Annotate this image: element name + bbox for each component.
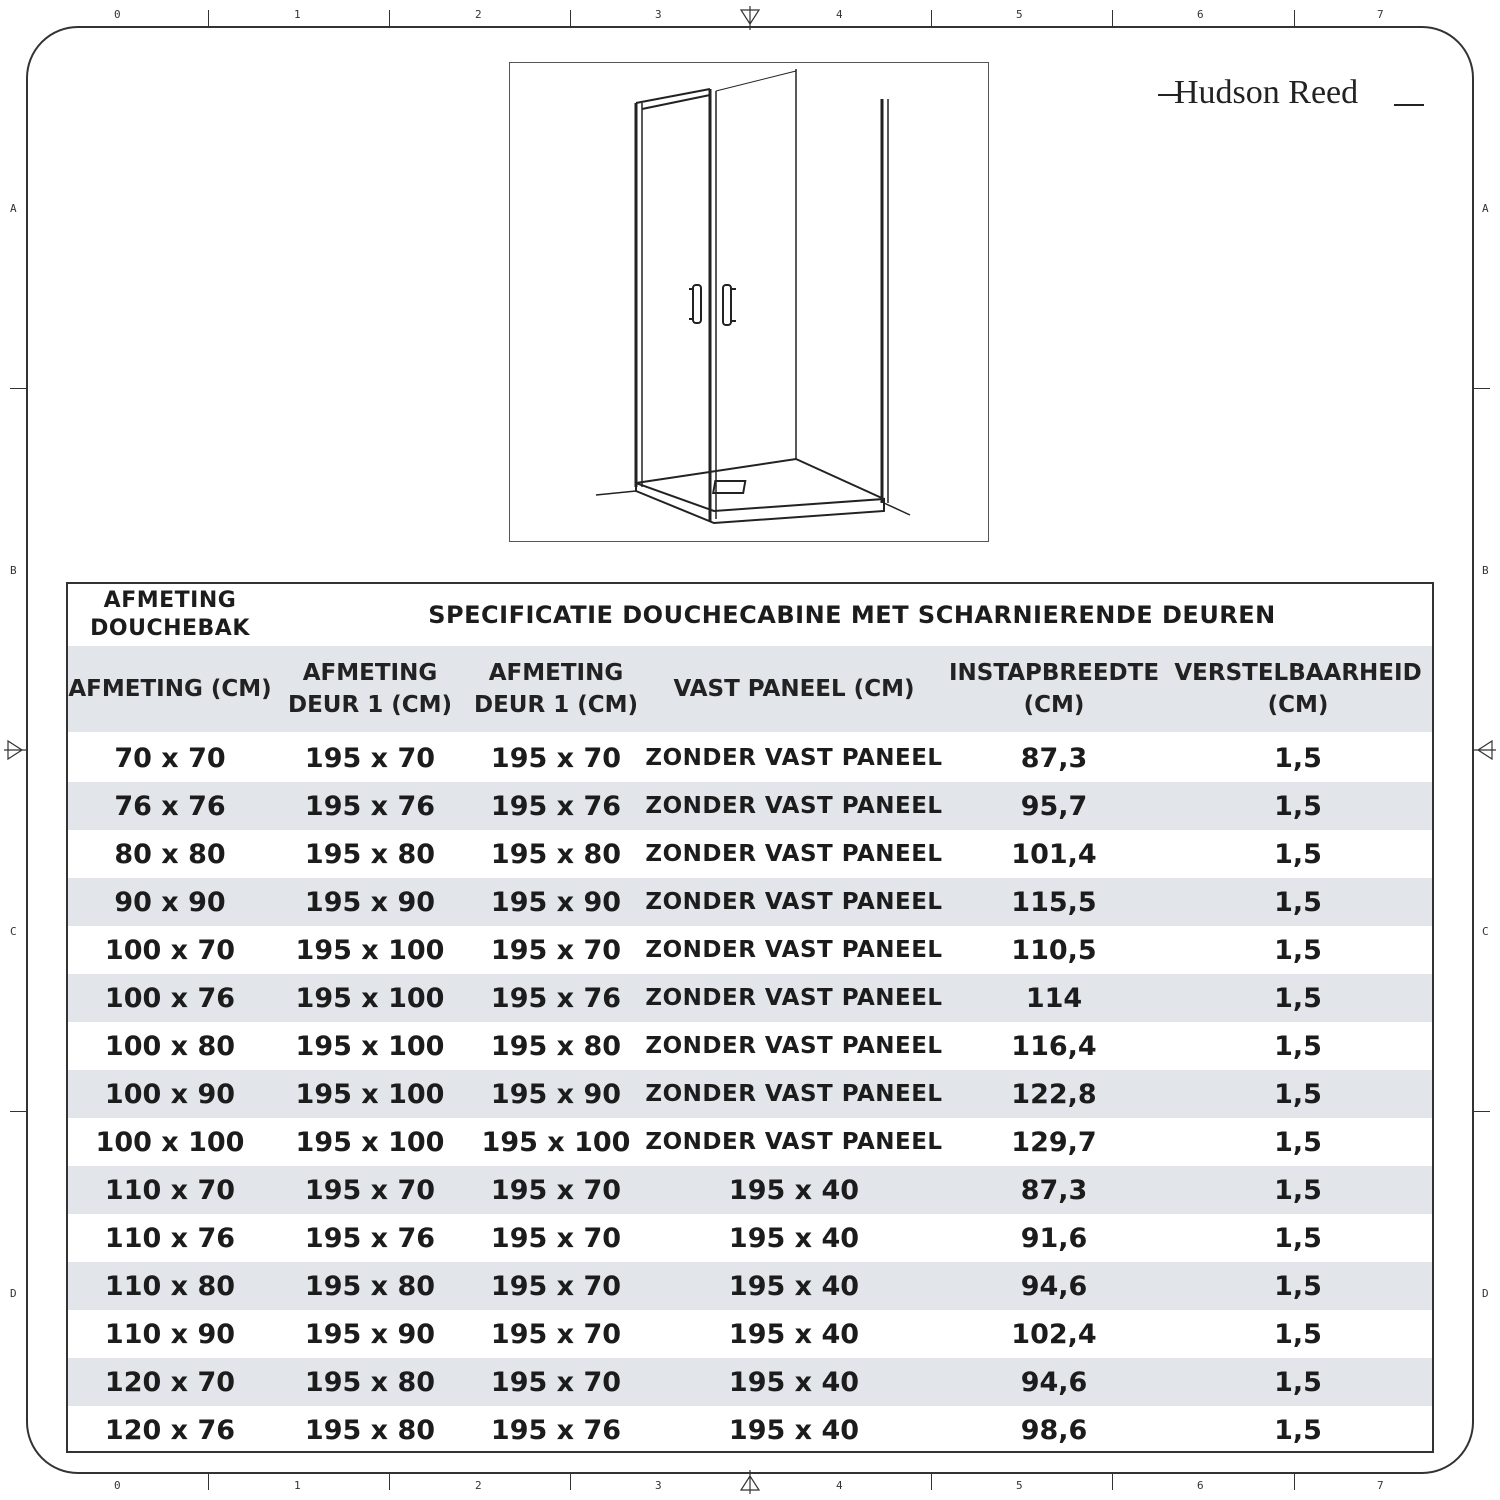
table-cell: 100 x 80 (104, 1030, 236, 1062)
table-row (68, 1214, 1432, 1262)
table-cell: 195 x 70 (304, 742, 436, 774)
table-cell: 94,6 (944, 1262, 1164, 1310)
grid-column-label: 2 (475, 8, 482, 21)
table-cell: 195 x 70 (468, 1358, 644, 1406)
table-cell: 90 x 90 (68, 878, 272, 926)
grid-column-label: 2 (475, 1479, 482, 1492)
grid-column-label: 5 (1016, 8, 1023, 21)
table-cell: 1,5 (1164, 878, 1432, 926)
table-cell: 195 x 40 (728, 1318, 860, 1350)
table-cell: 1,5 (1274, 934, 1322, 966)
table-cell: 195 x 80 (272, 1358, 468, 1406)
grid-tick (389, 10, 390, 26)
table-cell: 195 x 100 (272, 1070, 468, 1118)
table-cell: 195 x 90 (468, 1070, 644, 1118)
table-cell: 195 x 90 (304, 1318, 436, 1350)
table-row (68, 974, 1432, 1022)
table-cell: 1,5 (1274, 1030, 1322, 1062)
grid-column-label: 5 (1016, 1479, 1023, 1492)
table-cell: 100 x 70 (104, 934, 236, 966)
grid-column-label: 7 (1377, 8, 1384, 21)
column-header: INSTAPBREEDTE (CM) (944, 646, 1164, 733)
logo-line-right (1394, 104, 1424, 106)
table-row (68, 1406, 1432, 1454)
grid-tick (931, 10, 932, 26)
table-cell: 195 x 80 (304, 1414, 436, 1446)
table-cell: 195 x 40 (728, 1222, 860, 1254)
grid-tick (931, 1474, 932, 1490)
grid-column-label: 4 (836, 1479, 843, 1492)
table-cell: 195 x 80 (272, 1262, 468, 1310)
column-header: VAST PANEEL (CM) (644, 646, 944, 733)
table-cell: 195 x 100 (272, 974, 468, 1022)
table-cell: 195 x 70 (490, 742, 622, 774)
table-cell: 195 x 80 (490, 838, 622, 870)
table-cell: 195 x 76 (304, 1222, 436, 1254)
table-cell: 195 x 70 (468, 1262, 644, 1310)
table-cell: 70 x 70 (114, 742, 226, 774)
table-cell: 100 x 90 (68, 1070, 272, 1118)
grid-tick (570, 1474, 571, 1490)
table-row (68, 878, 1432, 926)
table-cell: 91,6 (1020, 1222, 1088, 1254)
table-cell: 1,5 (1274, 1222, 1322, 1254)
table-cell: 195 x 40 (644, 1262, 944, 1310)
center-marker-icon (1472, 738, 1496, 762)
grid-column-label: 1 (294, 8, 301, 21)
table-cell: 195 x 100 (481, 1126, 631, 1158)
table-cell: 1,5 (1164, 1166, 1432, 1214)
brand-logo (1158, 70, 1428, 120)
table-cell: 195 x 76 (490, 1414, 622, 1446)
table-row (68, 733, 1432, 782)
table-cell: 195 x 90 (468, 878, 644, 926)
table-cell: 195 x 80 (304, 838, 436, 870)
table-cell: 195 x 70 (490, 934, 622, 966)
table-row (68, 1118, 1432, 1166)
table-cell: 195 x 70 (272, 1166, 468, 1214)
table-cell: ZONDER VAST PANEEL (645, 841, 943, 867)
table-cell: 1,5 (1274, 1414, 1322, 1446)
table-cell: 195 x 80 (490, 1030, 622, 1062)
table-cell: 114 (944, 974, 1164, 1022)
grid-tick (389, 1474, 390, 1490)
table-cell: 195 x 70 (490, 1222, 622, 1254)
table-cell: 1,5 (1164, 974, 1432, 1022)
table-cell: 1,5 (1274, 1318, 1322, 1350)
table-row (68, 1022, 1432, 1070)
grid-tick (10, 1111, 26, 1112)
grid-row-label: A (1482, 202, 1489, 215)
table-cell: 195 x 40 (644, 1358, 944, 1406)
table-cell: 120 x 76 (104, 1414, 236, 1446)
table-cell: 195 x 100 (295, 934, 445, 966)
table-cell: 110 x 80 (68, 1262, 272, 1310)
shower-enclosure-icon (510, 63, 988, 541)
table-cell: 110 x 90 (104, 1318, 236, 1350)
grid-row-label: A (10, 202, 17, 215)
table-cell: 1,5 (1164, 1070, 1432, 1118)
table-cell: 80 x 80 (114, 838, 226, 870)
table-cell: 195 x 70 (490, 1318, 622, 1350)
column-header: AFMETING DEUR 1 (CM) (468, 646, 644, 733)
tray-heading: AFMETING DOUCHEBAK (90, 588, 250, 641)
table-cell: 195 x 100 (295, 1126, 445, 1158)
table-cell: ZONDER VAST PANEEL (644, 1070, 944, 1118)
grid-tick (208, 1474, 209, 1490)
grid-column-label: 0 (114, 8, 121, 21)
table-cell: 195 x 90 (272, 878, 468, 926)
table-cell: 100 x 76 (68, 974, 272, 1022)
table-cell: 100 x 100 (95, 1126, 245, 1158)
table-cell: 1,5 (1274, 1126, 1322, 1158)
grid-tick (1294, 1474, 1295, 1490)
table-cell: 195 x 70 (468, 1166, 644, 1214)
table-cell: 110 x 76 (104, 1222, 236, 1254)
table-cell: 1,5 (1274, 742, 1322, 774)
table-cell: ZONDER VAST PANEEL (645, 1033, 943, 1059)
table-cell: 195 x 100 (295, 1030, 445, 1062)
table-cell: 120 x 70 (68, 1358, 272, 1406)
grid-column-label: 6 (1197, 1479, 1204, 1492)
grid-row-label: B (1482, 564, 1489, 577)
table-cell: 1,5 (1164, 1262, 1432, 1310)
table-title-row (68, 584, 1432, 646)
table-cell: 1,5 (1164, 1358, 1432, 1406)
column-header: AFMETING (CM) (68, 646, 272, 733)
table-cell: 195 x 76 (468, 782, 644, 830)
table-cell: 102,4 (1011, 1318, 1097, 1350)
grid-row-label: C (10, 925, 17, 938)
table-row (68, 1358, 1432, 1406)
table-cell: 110 x 70 (68, 1166, 272, 1214)
center-marker-icon (738, 1470, 762, 1494)
table-cell: 129,7 (1011, 1126, 1097, 1158)
table-cell: 1,5 (1274, 838, 1322, 870)
grid-tick (10, 388, 26, 389)
table-row (68, 782, 1432, 830)
table-cell: 110,5 (1011, 934, 1097, 966)
specification-table (66, 582, 1434, 1453)
table-cell: 94,6 (944, 1358, 1164, 1406)
table-cell: ZONDER VAST PANEEL (645, 1129, 943, 1155)
grid-column-label: 4 (836, 8, 843, 21)
grid-column-label: 7 (1377, 1479, 1384, 1492)
grid-row-label: B (10, 564, 17, 577)
table-cell: 116,4 (1011, 1030, 1097, 1062)
grid-tick (1294, 10, 1295, 26)
table-row (68, 1262, 1432, 1310)
shower-enclosure-illustration (509, 62, 989, 542)
grid-tick (1112, 1474, 1113, 1490)
table-cell: 195 x 40 (728, 1414, 860, 1446)
spec-table-grid (68, 584, 1432, 1454)
table-cell: 115,5 (944, 878, 1164, 926)
table-cell: 87,3 (944, 1166, 1164, 1214)
table-cell: 195 x 76 (468, 974, 644, 1022)
table-cell: ZONDER VAST PANEEL (644, 782, 944, 830)
table-cell: 1,5 (1164, 782, 1432, 830)
brand-name: Hudson Reed (1174, 74, 1359, 111)
table-cell: ZONDER VAST PANEEL (644, 974, 944, 1022)
grid-tick (1474, 388, 1490, 389)
grid-column-label: 1 (294, 1479, 301, 1492)
table-cell: 87,3 (1020, 742, 1088, 774)
table-cell: 76 x 76 (68, 782, 272, 830)
grid-tick (1474, 1111, 1490, 1112)
center-marker-icon (4, 738, 28, 762)
grid-column-label: 6 (1197, 8, 1204, 21)
column-header: VERSTELBAARHEID (CM) (1164, 646, 1432, 733)
table-cell: 95,7 (944, 782, 1164, 830)
grid-tick (570, 10, 571, 26)
grid-column-label: 0 (114, 1479, 121, 1492)
table-row (68, 1166, 1432, 1214)
table-row (68, 926, 1432, 974)
table-cell: 98,6 (1020, 1414, 1088, 1446)
grid-row-label: D (10, 1287, 17, 1300)
column-header: AFMETING DEUR 1 (CM) (272, 646, 468, 733)
table-title: SPECIFICATIE DOUCHECABINE MET SCHARNIERENDE DEUREN (428, 601, 1276, 629)
table-row (68, 830, 1432, 878)
table-cell: ZONDER VAST PANEEL (644, 878, 944, 926)
table-cell: 195 x 40 (644, 1166, 944, 1214)
table-cell: 122,8 (944, 1070, 1164, 1118)
table-row (68, 1310, 1432, 1358)
table-cell: ZONDER VAST PANEEL (645, 745, 943, 771)
grid-row-label: C (1482, 925, 1489, 938)
column-header-row (68, 646, 1432, 733)
table-cell: ZONDER VAST PANEEL (645, 937, 943, 963)
grid-column-label: 3 (655, 8, 662, 21)
grid-column-label: 3 (655, 1479, 662, 1492)
grid-tick (1112, 10, 1113, 26)
grid-row-label: D (1482, 1287, 1489, 1300)
grid-tick (208, 10, 209, 26)
table-cell: 101,4 (1011, 838, 1097, 870)
center-marker-icon (738, 6, 762, 30)
table-cell: 195 x 76 (272, 782, 468, 830)
table-row (68, 1070, 1432, 1118)
